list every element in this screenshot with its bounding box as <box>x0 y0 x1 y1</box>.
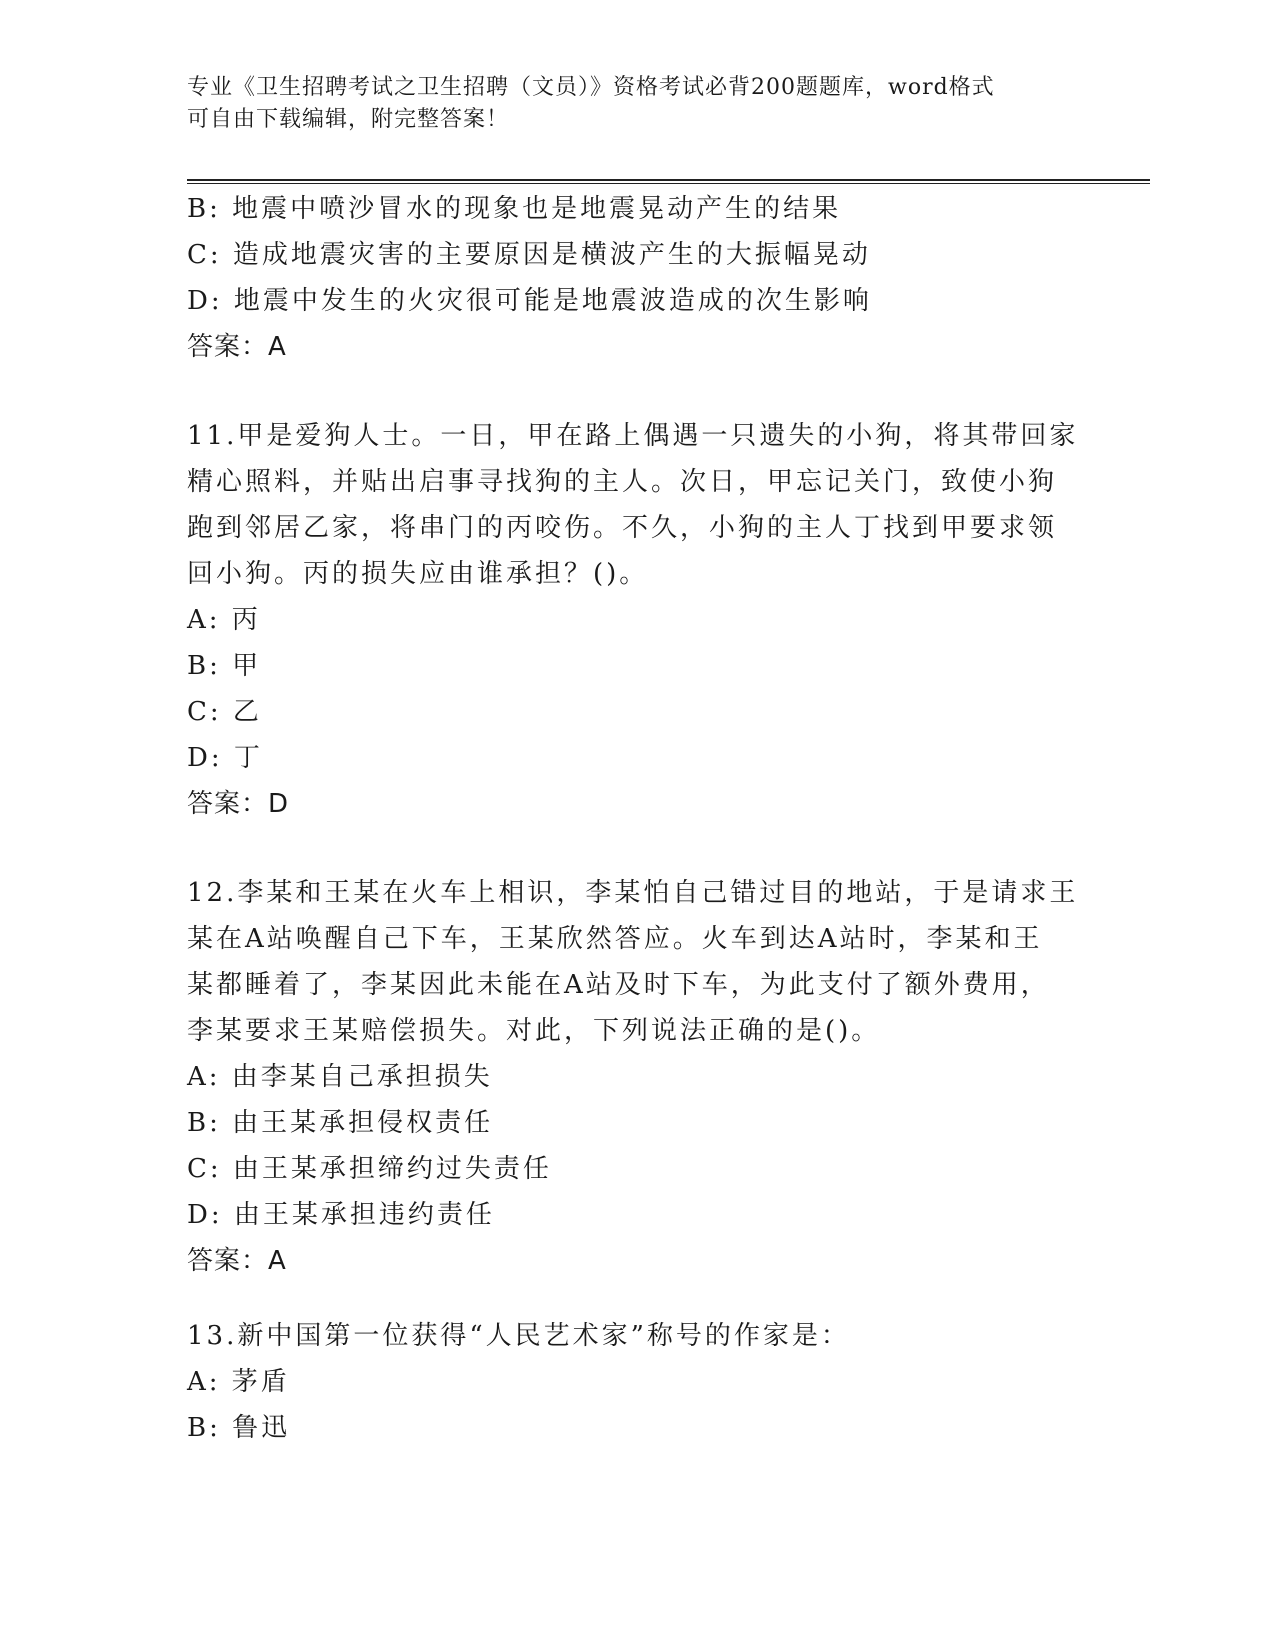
option-b: B: 地震中喷沙冒水的现象也是地震晃动产生的结果 <box>187 194 842 224</box>
answer-line: 答案：A <box>187 1246 287 1276</box>
option-d: D: 丁 <box>187 743 263 773</box>
option-a: A: 茅盾 <box>187 1367 290 1397</box>
option-a: A: 丙 <box>187 605 261 635</box>
question-12 <box>187 870 1087 1284</box>
option-a: A: 由李某自己承担损失 <box>187 1062 493 1092</box>
option-b: B: 鲁迅 <box>187 1413 291 1443</box>
question-stem-line: 12.李某和王某在火车上相识，李某怕自己错过目的地站，于是请求王 <box>187 878 1079 908</box>
option-b: B: 甲 <box>187 651 262 681</box>
option-b: B: 由王某承担侵权责任 <box>187 1108 494 1138</box>
question-stem-line: 跑到邻居乙家，将串门的丙咬伤。不久，小狗的主人丁找到甲要求领 <box>187 513 1058 543</box>
question-stem-line: 李某要求王某赔偿损失。对此，下列说法正确的是()。 <box>187 1016 881 1046</box>
option-c: C: 乙 <box>187 697 262 727</box>
option-d: D: 地震中发生的火灾很可能是地震波造成的次生影响 <box>187 286 872 316</box>
question-stem-line: 13.新中国第一位获得“人民艺术家”称号的作家是： <box>187 1321 850 1351</box>
document-header <box>187 72 1087 136</box>
question-13 <box>187 1313 1087 1451</box>
header-title-line-2: 可自由下载编辑，附完整答案！ <box>187 107 510 132</box>
answer-line: 答案：A <box>187 332 287 362</box>
header-title-line-1: 专业《卫生招聘考试之卫生招聘（文员）》资格考试必背200题题库，word格式 <box>187 75 995 100</box>
option-c: C: 由王某承担缔约过失责任 <box>187 1154 552 1184</box>
question-spacer <box>187 370 1087 413</box>
option-d: D: 由王某承担违约责任 <box>187 1200 495 1230</box>
question-spacer <box>187 1284 1087 1313</box>
option-c: C: 造成地震灾害的主要原因是横波产生的大振幅晃动 <box>187 240 871 270</box>
question-spacer <box>187 827 1087 870</box>
question-stem-line: 某在A站唤醒自己下车，王某欣然答应。火车到达A站时，李某和王 <box>187 924 1043 954</box>
question-stem-line: 某都睡着了，李某因此未能在A站及时下车，为此支付了额外费用， <box>187 970 1050 1000</box>
question-content <box>187 186 1087 1451</box>
question-10-continued <box>187 186 1087 370</box>
question-stem-line: 精心照料，并贴出启事寻找狗的主人。次日，甲忘记关门，致使小狗 <box>187 467 1058 497</box>
answer-line: 答案：D <box>187 789 290 819</box>
question-stem-line: 回小狗。丙的损失应由谁承担？()。 <box>187 559 649 589</box>
question-stem-line: 11.甲是爱狗人士。一日，甲在路上偶遇一只遗失的小狗，将其带回家 <box>187 421 1079 451</box>
header-divider <box>187 179 1150 184</box>
question-11 <box>187 413 1087 827</box>
